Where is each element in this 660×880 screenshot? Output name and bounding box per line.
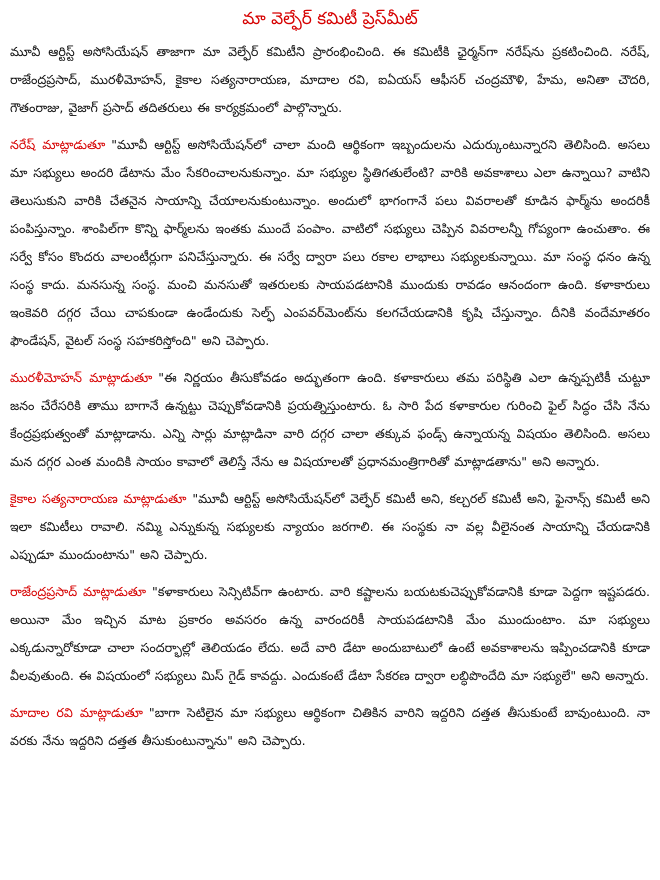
article-paragraph-kaikala: [10, 485, 650, 569]
speaker-name: రాజేంద్రప్రసాద్ మాట్లాడుతూ: [10, 584, 147, 599]
article-paragraph-rajendra-prasad: [10, 578, 650, 690]
paragraph-text: మూవీ ఆర్టిస్ట్ అసోసియేషన్ తాజాగా మా వెల్ఫేర్ కమిటీని ప్రారంభించింది. ఈ కమిటీకి ఛైర్మన్‌గా నరేష్‌ను ప్రకటించింది. నరేష్, రాజేంద్రప్రసాద్, మురళీమోహన్, కైకాల సత్యనారాయణ, మాదాల రవి, ఐఏయస్ ఆఫీసర్ చంద్రమౌళి, హేమ, అనితా చౌదరి, గౌతంరాజు, వైజాగ్ ప్రసాద్ తదితరులు ఈ కార్యక్రమంలో పాల్గొన్నారు.: [10, 44, 650, 115]
paragraph-text: "మూవీ ఆర్టిస్ట్ అసోసియేషన్‌లో వెల్ఫేర్ కమిటీ అని, కల్చరల్ కమిటీ అని, ఫైనాన్స్ కమిటీ అని ఇలా కమిటీలు రావాలి. నమ్మి ఎన్నుకున్న సభ్యులకు న్యాయం జరగాలి. ఈ సంస్థకు నా వల్ల వీలైనంత సాయాన్ని చేయడానికి ఎప్పుడూ ముందుంటాను" అని చెప్పారు.: [10, 491, 650, 562]
article-title: మా వెల్ఫేర్ కమిటీ ప్రెస్‌మీట్: [242, 9, 418, 29]
paragraph-text: "మూవీ ఆర్టిస్ట్ అసోసియేషన్‌లో చాలా మంది ఆర్థికంగా ఇబ్బందులను ఎదుర్కుంటున్నారని తెలిసింది. అసలు మా సభ్యులు అందరి డేటాను మేం సేకరించాలనుకున్నాం. మా సభ్యుల స్థితిగతులేంటి? వారికి అవకాశాలు ఎలా ఉన్నాయి? వాటిని తెలుసుకుని వారికి చేతనైన సాయాన్ని చేయాలనుకుంటున్నాం. అందులో భాగంగానే పలు వివరాలతో కూడిన ఫార్మ్‌ను అందరికీ పంపిస్తున్నాం. శాంపిల్‌గా కొన్ని ఫార్మ్‌లను ఇంతకు ముందే పంపాం. వాటిలో సభ్యులు చెప్పిన వివరాలన్నీ గోప్యంగా ఉంచుతాం. ఈ సర్వే కోసం కొందరు వాలంటీర్లుగా పనిచేస్తున్నారు. ఈ సర్వే ద్వారా పలు రకాల లాభాలు సభ్యులకున్నాయి. మా సంస్థ ధనం ఉన్న సంస్థ కాదు. మనసున్న సంస్థ. మంచి మనసుతో ఇతరులకు సాయపడటానికి ముందుకు రావడం ఆనందంగా ఉంది. కళాకారులు ఇంకెవరి దగ్గర చేయి చాపకుండా ఉండేందుకు సెల్ఫ్ ఎంపవర్‌మెంట్‌ను కలగచేయడానికి కృషి చేస్తున్నాం. దీనికి వందేమాతరం ఫౌండేషన్, వైటల్ సంస్థ సహకరిస్తోంది" అని చెప్పారు.: [10, 137, 650, 348]
article-paragraph-murali-mohan: [10, 364, 650, 476]
article-paragraph-madala-ravi: [10, 699, 650, 755]
article-paragraph-intro: [10, 38, 650, 122]
paragraph-text: "కళాకారులు సెన్సిటివ్‌గా ఉంటారు. వారి కష్టాలను బయటకుచెప్పుకోవడానికి కూడా పెద్దగా ఇష్టపడరు. అయినా మేం ఇచ్చిన మాట ప్రకారం అవసరం ఉన్న వారందరికీ సాయపడటానికి మేం ముందుంటాం. మా సభ్యులు ఎక్కడున్నారోకూడా చాలా సందర్భాల్లో తెలియడం లేదు. అదే వారి డేటా అందుబాటులో ఉంటే అవకాశాలను ఇప్పించడానికి కూడా వీలవుతుంది. ఈ విషయంలో సభ్యులు మిస్ గైడ్ కావద్దు. ఎందుకంటే డేటా సేకరణ ద్వారా లబ్ధిపొందేది మా సభ్యులే" అని అన్నారు.: [10, 584, 650, 683]
speaker-name: కైకాల సత్యనారాయణ మాట్లాడుతూ: [10, 491, 187, 506]
speaker-name: మాదాల రవి మాట్లాడుతూ: [10, 705, 143, 720]
speaker-name: నరేష్ మాట్లాడుతూ: [10, 137, 106, 152]
paragraph-text: "ఈ నిర్ణయం తీసుకోవడం అద్భుతంగా ఉంది. కళాకారులు తమ పరిస్థితి ఎలా ఉన్నప్పటికీ చుట్టూ జనం చేరేసరికి తాము బాగానే ఉన్నట్టు చెప్పుకోవడానికి ప్రయత్నిస్తుంటారు. ఓ సారి పేద కళాకారుల గురించి ఫైల్ సిద్ధం చేసి నేను కేంద్రప్రభుత్వంతో మాట్లాడాను. ఎన్ని సార్లు మాట్లాడినా వారి దగ్గర చాలా తక్కువ ఫండ్స్ ఉన్నాయన్న విషయం తెలిసింది. అసలు మన దగ్గర ఎంత మందికి సాయం కావాలో తెలిస్తే నేను ఆ విషయాలతో ప్రధానమంత్రిగారితో మాట్లాడతాను" అని అన్నారు.: [10, 370, 650, 469]
speaker-name: మురళీమోహన్ మాట్లాడుతూ: [10, 370, 153, 385]
article-paragraph-naresh: [10, 131, 650, 355]
paragraph-text: "బాగా సెటిలైన మా సభ్యులు ఆర్థికంగా చితికిన వారిని ఇద్దరిని దత్తత తీసుకుంటే బావుంటుంది. నా వరకు నేను ఇద్దరిని దత్తత తీసుకుంటున్నాను" అని చెప్పారు.: [10, 705, 650, 748]
